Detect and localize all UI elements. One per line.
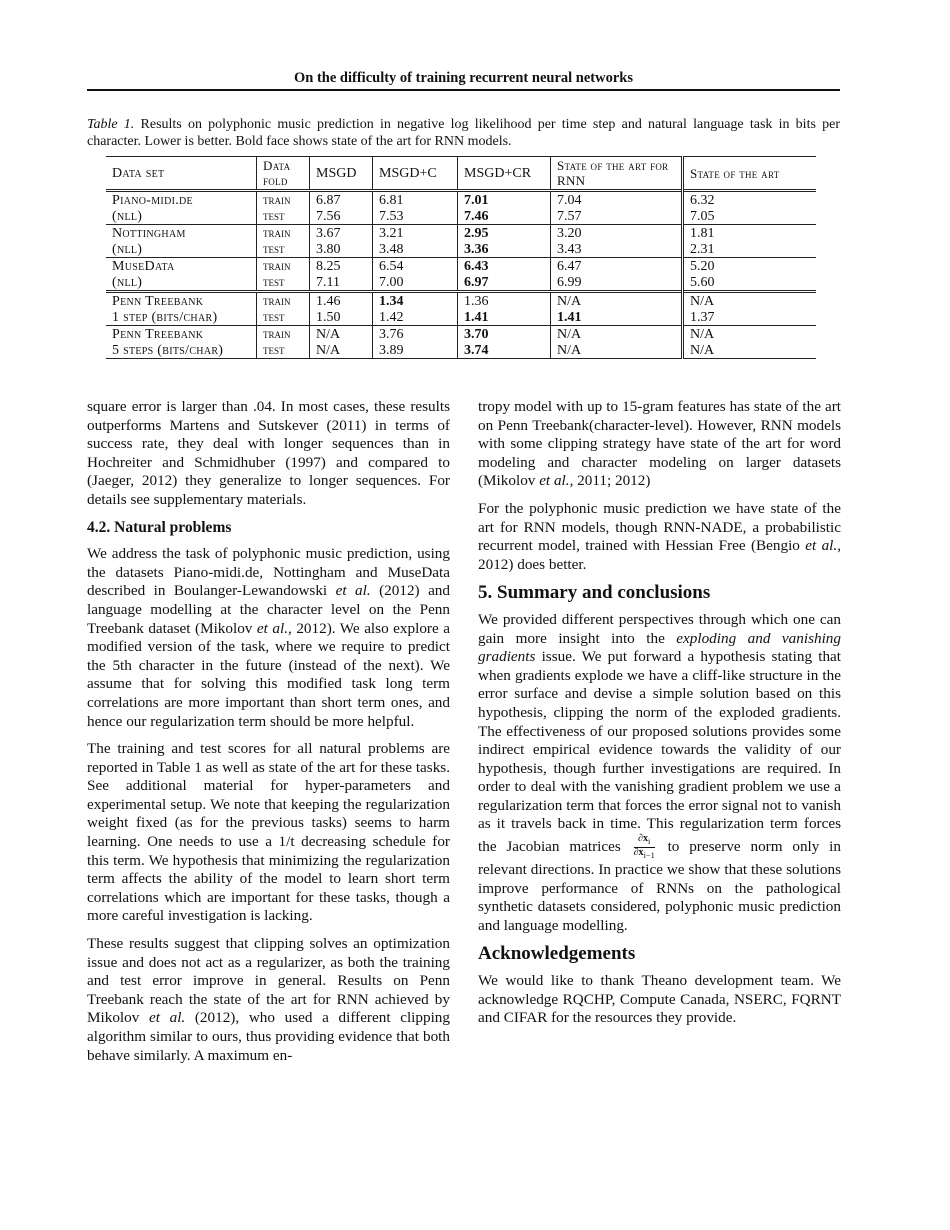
cell-sota: 2.31: [683, 241, 817, 258]
cell-msgdc: 7.53: [373, 208, 458, 225]
table-row: [106, 225, 816, 242]
table-row: [106, 309, 816, 326]
cell-fold: test: [257, 274, 310, 292]
cell-msgd: N/A: [310, 326, 373, 343]
cell-sota: 5.60: [683, 274, 817, 292]
cell-msgdc: 1.42: [373, 309, 458, 326]
natural-problems-paragraph: [87, 545, 450, 731]
table-body: [106, 191, 816, 359]
cell-msgdc: 3.76: [373, 326, 458, 343]
cell-msgd: 1.46: [310, 292, 373, 310]
table-row: [106, 326, 816, 343]
cell-sota_rnn: N/A: [551, 326, 683, 343]
cell-fold: train: [257, 191, 310, 209]
text: These results suggest that clipping solves an optimization issue and does not act as a regularizer, as both the training and test error improve in general. Results on Penn Treebank reach the state of the art for RNN achieved by Mikolov: [87, 935, 450, 1027]
text: , 2012) does better.: [478, 537, 841, 573]
cell-fold: train: [257, 225, 310, 242]
cell-fold: test: [257, 241, 310, 258]
citation-etal: et al.: [805, 537, 838, 555]
caption-label: Table 1.: [87, 117, 135, 132]
cell-sota_rnn: 6.99: [551, 274, 683, 292]
table-row: [106, 191, 816, 209]
cell-fold: train: [257, 326, 310, 343]
cell-sota_rnn: 7.04: [551, 191, 683, 209]
summary-paragraph: [478, 611, 841, 936]
cell-dataset: (nll): [106, 274, 257, 292]
col-msgd: MSGD: [310, 157, 373, 191]
text: , 2012). We also explore a modified version of the task, where we require to predict the 5th character in the future (instead of the next). We assume that for solving this modified task long term correlations are more important than short term ones, and hence our regularization term should be more helpful.: [87, 619, 450, 730]
cell-msgd: 3.80: [310, 241, 373, 258]
cell-msgdc: 3.21: [373, 225, 458, 242]
cell-fold: train: [257, 292, 310, 310]
caption-text: Results on polyphonic music prediction in negative log likelihood per time step and natural language task in bits per character. Lower is better. Bold face shows state of the art for RNN models.: [87, 117, 840, 149]
cell-msgdcr: 6.43: [458, 258, 551, 275]
cell-dataset: 5 steps (bits/char): [106, 342, 257, 359]
citation-etal: et al.: [256, 619, 289, 637]
cell-msgd: N/A: [310, 342, 373, 359]
table-row: [106, 342, 816, 359]
cell-msgdcr: 7.01: [458, 191, 551, 209]
cell-sota: N/A: [683, 292, 817, 310]
cell-dataset: Nottingham: [106, 225, 257, 242]
text: tropy model with up to 15-gram features has state of the art on Penn Treebank(character-level). However, RNN models with some clipping strategy have state of the art for word modeling and character modeling on larger datasets (Mikolov: [478, 398, 841, 490]
inline-fraction: 1/t: [278, 833, 295, 851]
cell-fold: test: [257, 309, 310, 326]
cell-msgdc: 1.34: [373, 292, 458, 310]
scores-paragraph: [87, 740, 450, 926]
cell-sota: 1.37: [683, 309, 817, 326]
cell-msgd: 7.11: [310, 274, 373, 292]
cell-msgdcr: 7.46: [458, 208, 551, 225]
table-row: [106, 208, 816, 225]
subsection-title: 4.2. Natural problems: [87, 518, 232, 536]
header-rule: [87, 89, 840, 91]
text: The training and test scores for all natural problems are reported in Table 1 as well as state of the art for these tasks. See additional material for hyper-parameters and experimental setup. We note that keeping the regularization weight fixed (as for the previous tasks) seems to harm learning. One needs to use a: [87, 740, 450, 851]
right-column: [478, 398, 841, 1037]
running-title: On the difficulty of training recurrent neural networks: [294, 70, 633, 86]
col-sota: State of the art: [683, 157, 817, 191]
col-fold: Data fold: [257, 157, 310, 191]
cell-sota: 5.20: [683, 258, 817, 275]
table-row: [106, 258, 816, 275]
intro-paragraph: square error is larger than .04. In most cases, these results outperforms Martens and Sutskever (2011) in terms of success rate, they deal with longer sequences than in Hochreiter and Schmidhuber (1997) and compared to (Jaeger, 2012) they generalize to longer sequences. For details see supplementary materials.: [87, 398, 450, 508]
cell-msgdc: 3.48: [373, 241, 458, 258]
cell-msgdc: 6.54: [373, 258, 458, 275]
text: , 2011; 2012): [569, 472, 651, 490]
results-table: [106, 156, 816, 359]
cell-sota: 7.05: [683, 208, 817, 225]
text: decreasing schedule for this term. We hypothesis that minimizing the regularization term affects the ability of the model to learn short term correlations which are important for these tasks, though a more careful investigation is lacking.: [87, 833, 450, 925]
citation-etal: et al.: [148, 1009, 186, 1027]
cell-msgd: 7.56: [310, 208, 373, 225]
emphasis: exploding and vanishing gradients: [478, 629, 841, 666]
cell-msgd: 8.25: [310, 258, 373, 275]
cell-sota: N/A: [683, 326, 817, 343]
jacobian-fraction: [634, 834, 655, 861]
cell-msgd: 1.50: [310, 309, 373, 326]
cell-dataset: (nll): [106, 241, 257, 258]
text: to preserve norm only in relevant directions. In practice we show that these solutions improve performance of RNNs on the pathological synthetic datasets considered, polyphonic music prediction and language modelling.: [478, 838, 841, 934]
continued-paragraph: [478, 398, 841, 491]
table-row: [106, 292, 816, 310]
text: (2012) and language modelling at the character level on the Penn Treebank dataset (Mikolov: [87, 582, 450, 637]
cell-sota_rnn: 7.57: [551, 208, 683, 225]
table-caption: [87, 116, 840, 150]
music-paragraph: [478, 500, 841, 574]
cell-msgdcr: 3.74: [458, 342, 551, 359]
cell-fold: test: [257, 342, 310, 359]
frac-numerator: ∂x: [638, 833, 648, 845]
cell-sota: 6.32: [683, 191, 817, 209]
text: We address the task of polyphonic music prediction, using the datasets Piano-midi.de, Nottingham and MuseData described in Boulanger-Lewandowski: [87, 545, 450, 600]
table-row: [106, 241, 816, 258]
left-column: [87, 398, 450, 1074]
cell-dataset: Piano-midi.de: [106, 191, 257, 209]
text: issue. We put forward a hypothesis stating that when gradients explode we have a cliff-like structure in the error surface and devise a simple solution based on this hypothesis, clipping the norm of the exploded gradients. The effectiveness of our proposed solutions provides some indirect empirical evidence towards the validity of our hypothesis, though further investigations are required. In order to deal with the vanishing gradient problem we use a regularization term that forces the error signal not to vanish as it travels back in time. This regularization term forces the Jacobian matrices: [478, 648, 841, 856]
cell-dataset: MuseData: [106, 258, 257, 275]
cell-msgdc: 3.89: [373, 342, 458, 359]
acknowledgements-paragraph: We would like to thank Theano development team. We acknowledge RQCHP, Compute Canada, NSERC, FQRNT and CIFAR for the resources they provide.: [478, 972, 841, 1027]
frac-den-sub: i−1: [643, 851, 655, 861]
col-msgdcr: MSGD+CR: [458, 157, 551, 191]
cell-dataset: 1 step (bits/char): [106, 309, 257, 326]
text: (2012), who used a different clipping algorithm similar to ours, thus providing evidence that both behave similarly. A maximum en-: [87, 1009, 450, 1064]
cell-sota: N/A: [683, 342, 817, 359]
acknowledgements-title: Acknowledgements: [478, 943, 636, 965]
col-msgdc: MSGD+C: [373, 157, 458, 191]
cell-sota_rnn: N/A: [551, 292, 683, 310]
cell-msgdcr: 3.36: [458, 241, 551, 258]
col-dataset: Data set: [106, 157, 257, 191]
cell-msgd: 3.67: [310, 225, 373, 242]
cell-msgdcr: 1.36: [458, 292, 551, 310]
cell-sota_rnn: 3.20: [551, 225, 683, 242]
table-header-row: [106, 157, 816, 191]
cell-msgdc: 7.00: [373, 274, 458, 292]
cell-sota: 1.81: [683, 225, 817, 242]
text: For the polyphonic music prediction we have state of the art for RNN models, though RNN-NADE, a probabilistic recurrent model, trained with Hessian Free (Bengio: [478, 499, 841, 555]
cell-fold: test: [257, 208, 310, 225]
cell-msgdcr: 3.70: [458, 326, 551, 343]
cell-msgdcr: 1.41: [458, 309, 551, 326]
cell-dataset: (nll): [106, 208, 257, 225]
cell-dataset: Penn Treebank: [106, 326, 257, 343]
clipping-paragraph: [87, 935, 450, 1065]
col-sota-rnn: State of the art for RNN: [551, 157, 683, 191]
cell-msgd: 6.87: [310, 191, 373, 209]
section-title: 5. Summary and conclusions: [478, 582, 711, 604]
cell-sota_rnn: N/A: [551, 342, 683, 359]
cell-sota_rnn: 6.47: [551, 258, 683, 275]
table-row: [106, 274, 816, 292]
cell-fold: train: [257, 258, 310, 275]
cell-sota_rnn: 3.43: [551, 241, 683, 258]
cell-dataset: Penn Treebank: [106, 292, 257, 310]
citation-etal: et al.: [335, 582, 371, 600]
cell-msgdcr: 2.95: [458, 225, 551, 242]
citation-etal: et al.: [539, 472, 570, 490]
frac-denominator: ∂x: [633, 847, 644, 859]
cell-msgdcr: 6.97: [458, 274, 551, 292]
cell-msgdc: 6.81: [373, 191, 458, 209]
cell-sota_rnn: 1.41: [551, 309, 683, 326]
text: We provided different perspectives through which one can gain more insight into the: [478, 610, 841, 647]
frac-num-sub: i: [647, 837, 651, 847]
